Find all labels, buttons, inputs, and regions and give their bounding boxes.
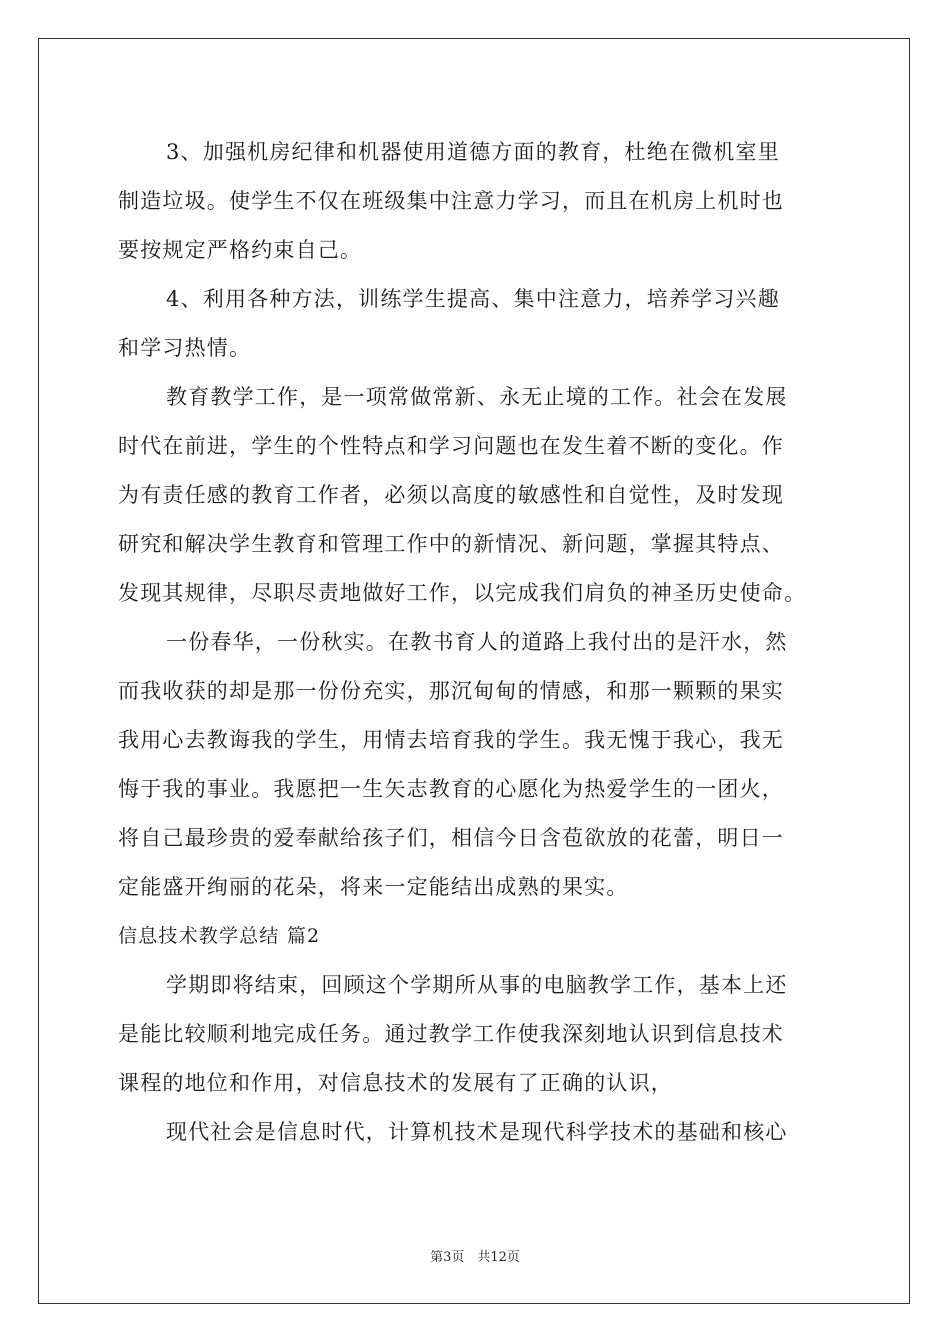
text-line: 将自己最珍贵的爱奉献给孩子们，相信今日含苞欲放的花蕾，明日一 [118, 826, 784, 850]
text-line: 要按规定严格约束自己。 [118, 238, 363, 262]
text-line: 和学习热情。 [118, 336, 252, 360]
text-line: 3、加强机房纪律和机器使用道德方面的教育，杜绝在微机室里 [166, 140, 780, 164]
page-number: 第3页 共12页 [430, 1250, 520, 1265]
document-body [118, 128, 848, 1157]
text-line: 教育教学工作，是一项常做常新、永无止境的工作。社会在发展 [166, 385, 788, 409]
text-line: 4、利用各种方法，训练学生提高、集中注意力，培养学习兴趣 [166, 287, 780, 311]
text-line: 研究和解决学生教育和管理工作中的新情况、新问题，掌握其特点、 [118, 532, 784, 556]
section-heading: 信息技术教学总结 篇2 [118, 925, 321, 947]
text-line: 学期即将结束，回顾这个学期所从事的电脑教学工作，基本上还 [166, 973, 788, 997]
text-line: 是能比较顺利地完成任务。通过教学工作使我深刻地认识到信息技术 [118, 1022, 784, 1046]
text-line: 课程的地位和作用，对信息技术的发展有了正确的认识， [118, 1071, 673, 1095]
text-line: 而我收获的却是那一份份充实，那沉甸甸的情感，和那一颗颗的果实 [118, 679, 784, 703]
text-line: 一份春华，一份秋实。在教书育人的道路上我付出的是汗水，然 [166, 630, 788, 654]
text-line: 制造垃圾。使学生不仅在班级集中注意力学习，而且在机房上机时也 [118, 189, 784, 213]
text-line: 时代在前进，学生的个性特点和学习问题也在发生着不断的变化。作 [118, 434, 784, 458]
text-line: 为有责任感的教育工作者，必须以高度的敏感性和自觉性，及时发现 [118, 483, 784, 507]
text-line: 悔于我的事业。我愿把一生矢志教育的心愿化为热爱学生的一团火， [118, 777, 784, 801]
text-line: 发现其规律，尽职尽责地做好工作，以完成我们肩负的神圣历史使命。 [118, 581, 807, 605]
text-line: 我用心去教诲我的学生，用情去培育我的学生。我无愧于我心，我无 [118, 728, 784, 752]
text-line: 定能盛开绚丽的花朵，将来一定能结出成熟的果实。 [118, 875, 629, 899]
text-line: 现代社会是信息时代，计算机技术是现代科学技术的基础和核心 [166, 1120, 788, 1144]
